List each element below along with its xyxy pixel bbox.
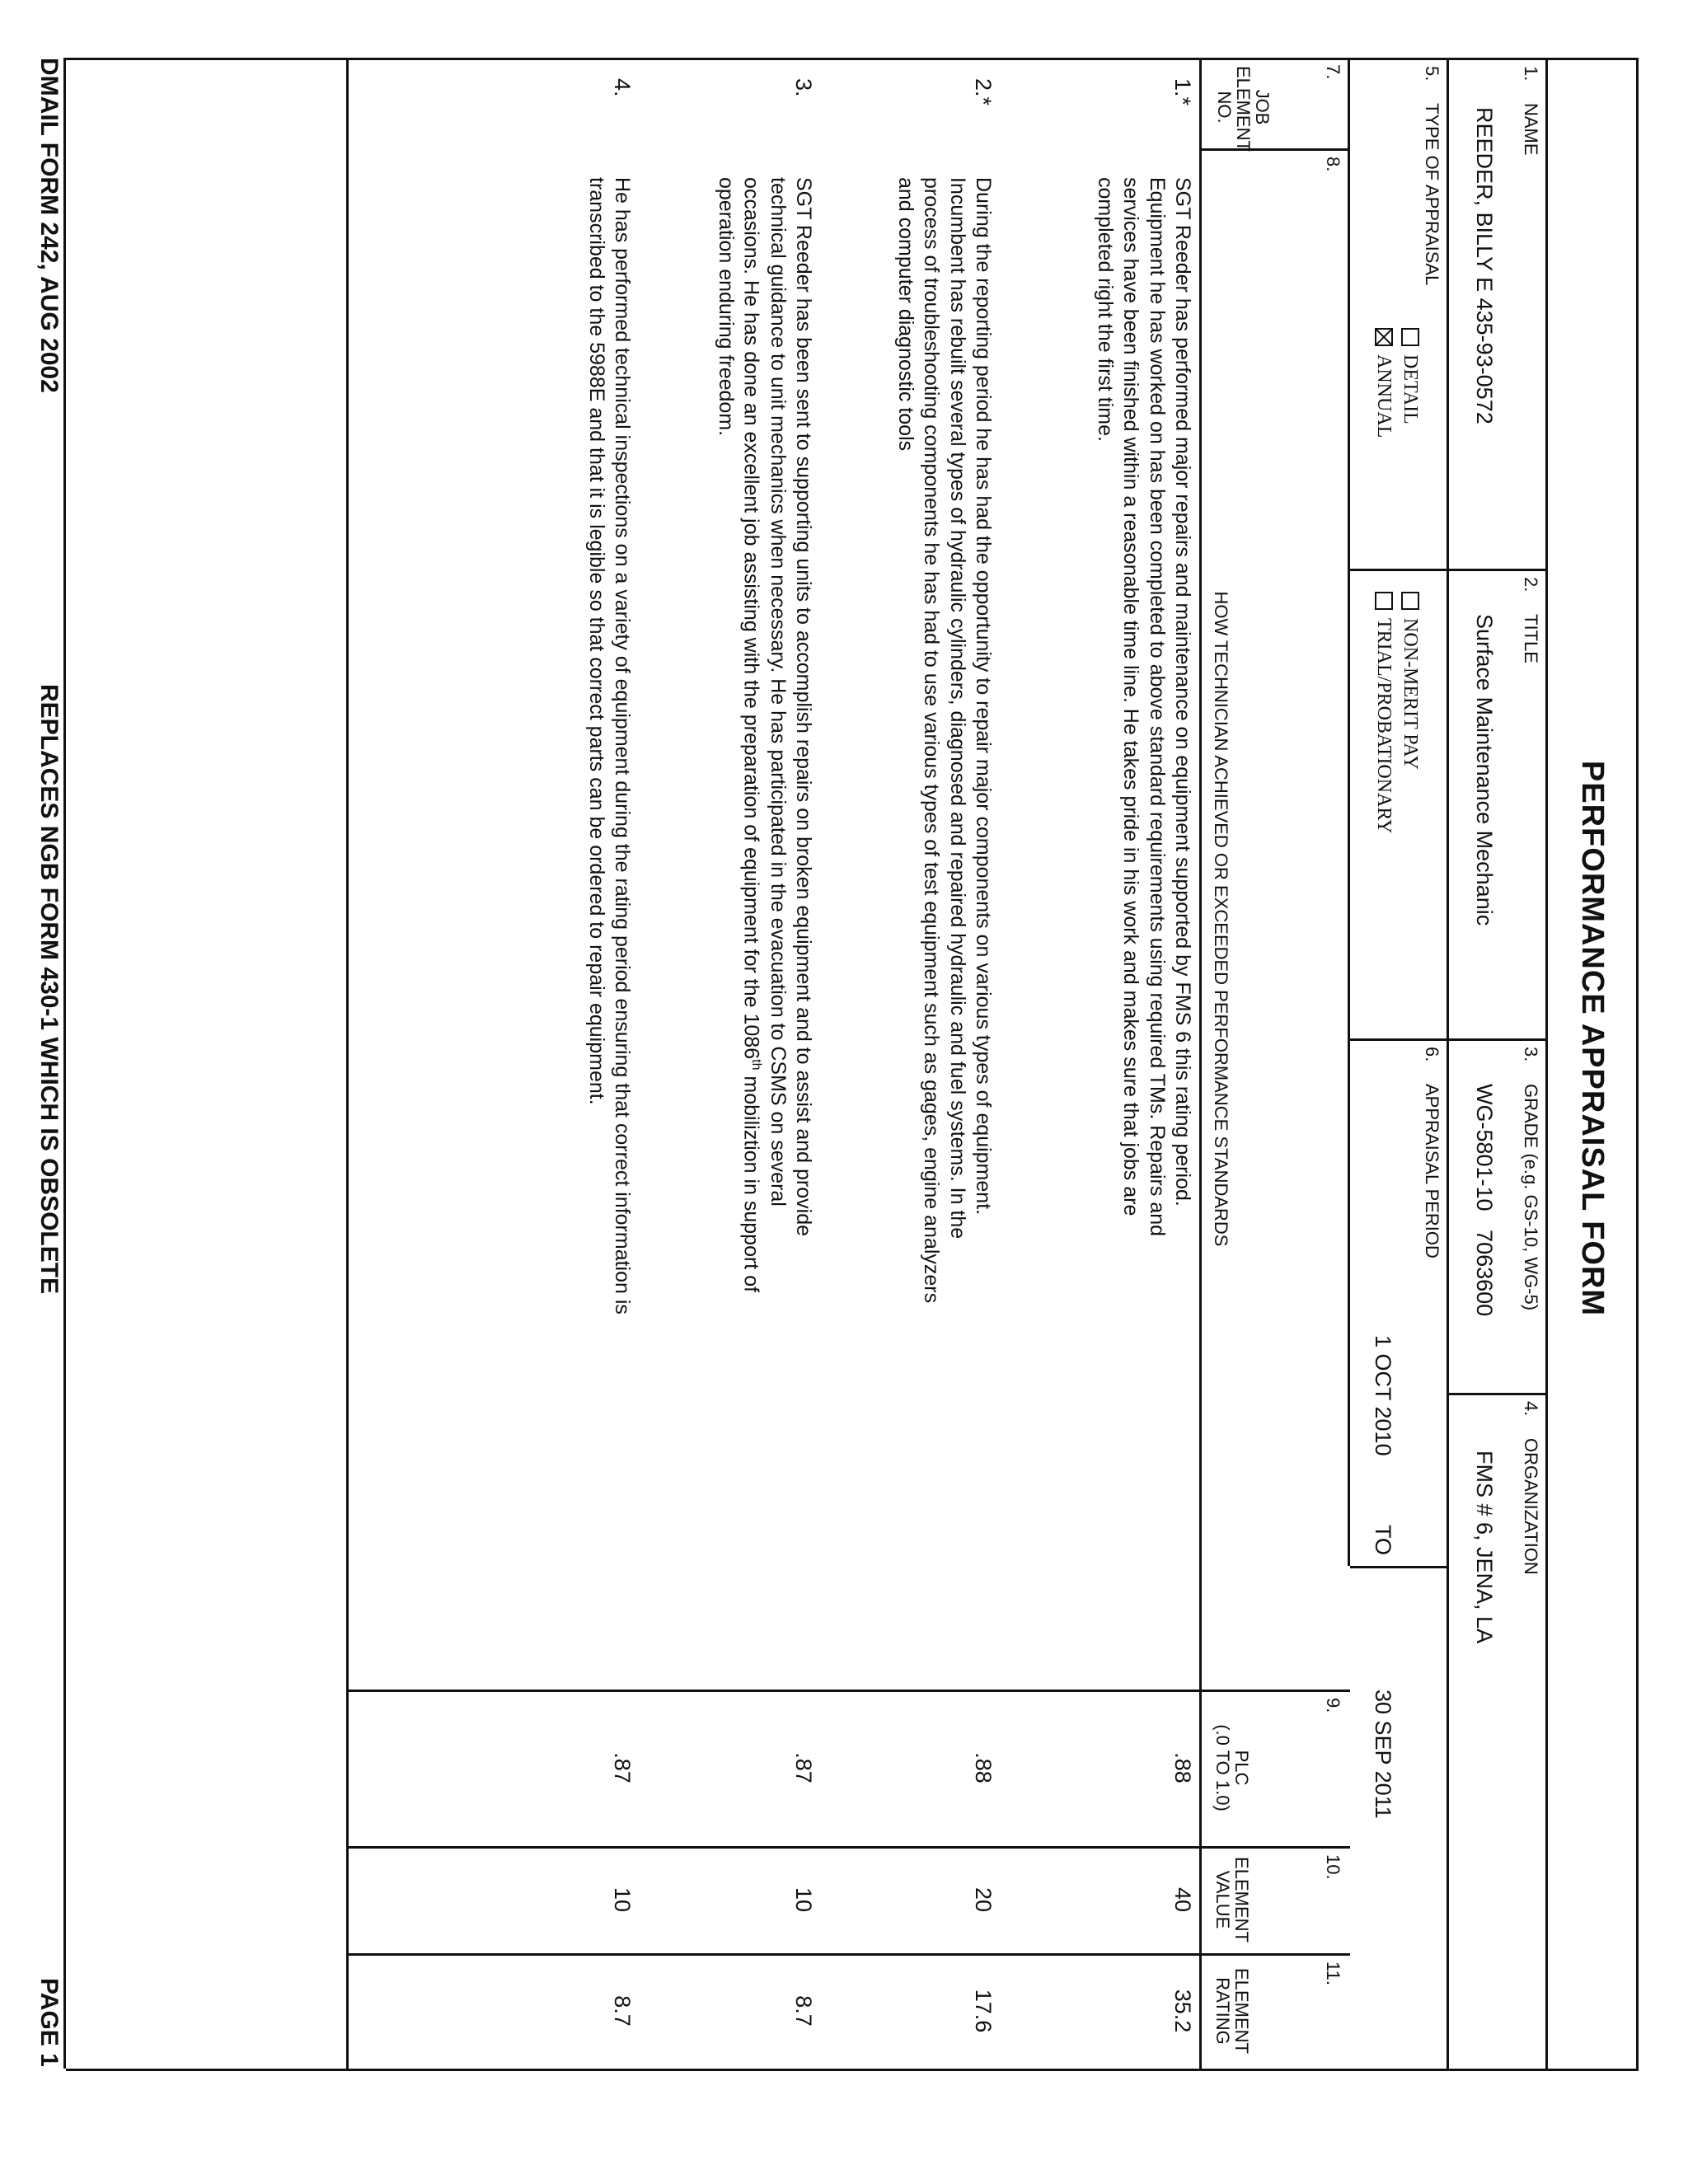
replaces-note: REPLACES NGB FORM 430-1 WHICH IS OBSOLETE: [35, 684, 63, 1295]
appraisal-type-field-number: 5.: [1422, 66, 1442, 82]
grade-label: GRADE (e.g. GS-10, WG-5): [1521, 1084, 1541, 1311]
how-header: HOW TECHNICIAN ACHIEVED OR EXCEEDED PERFORMANCE STANDARDS: [1211, 591, 1231, 1247]
job-element-number: 2.*: [971, 78, 996, 106]
description-line: transcribed to the 5988E and that it is legible so that correct parts can be ordered to repair equipment.: [584, 177, 608, 1105]
element-value: 40: [1170, 1886, 1195, 1913]
plc-value: .88: [971, 1752, 996, 1783]
element-rating: 35.2: [1170, 1989, 1195, 2033]
title-label: TITLE: [1521, 614, 1541, 663]
element-value-header: [1213, 1846, 1251, 1953]
description-line: SGT Reeder has been sent to supporting units to accomplish repairs on broken equipment and to assist and provide: [792, 177, 815, 1237]
job-element-header: [1213, 66, 1273, 152]
grade-value: WG-5801-10 7063600: [1472, 1084, 1497, 1317]
job-element-header-line: NO.: [1213, 91, 1235, 124]
element-description: [713, 177, 816, 1677]
element-rating-header: [1213, 1953, 1251, 2069]
name-field-number: 1.: [1521, 66, 1541, 82]
organization-value: FMS # 6, JENA, LA: [1472, 1451, 1497, 1644]
appraisal-period-field-number: 6.: [1422, 1047, 1442, 1062]
form-id: DMAIL FORM 242, AUG 2002: [35, 58, 63, 393]
element-description: [1092, 177, 1195, 1677]
plc-header-line: PLC: [1231, 1750, 1252, 1786]
appraisal-period-label: APPRAISAL PERIOD: [1422, 1084, 1442, 1258]
page-number: PAGE 1: [35, 1978, 63, 2067]
element-value-header-number: 10.: [1323, 1854, 1343, 1880]
plc-header-line: (.0 TO 1.0): [1212, 1724, 1233, 1811]
title-value: Surface Maintenance Mechanic: [1472, 614, 1497, 926]
element-description: [584, 177, 635, 1677]
description-line: Equipment he has worked on has been completed to above standard requirements using required TMs. Repairs and: [1145, 177, 1169, 1237]
detail-label: DETAIL: [1400, 354, 1421, 424]
description-line: completed right the first time.: [1094, 177, 1118, 442]
job-element-number: 4.: [610, 78, 635, 97]
job-element-header-number: 7.: [1323, 64, 1343, 80]
detail-checkbox[interactable]: [1401, 328, 1419, 346]
description-text: occasions. He has done an excellent job assisting with the preparation of equipment for the 1086: [740, 177, 764, 1060]
element-rating: 8.7: [791, 1995, 816, 2027]
element-value: 10: [610, 1886, 635, 1913]
trial-probationary-checkbox[interactable]: [1375, 592, 1393, 610]
non-merit-pay-label: NON-MERIT PAY: [1400, 618, 1421, 770]
title-field-number: 2.: [1521, 577, 1541, 593]
plc-header-number: 9.: [1323, 1698, 1343, 1713]
name-label: NAME: [1521, 103, 1541, 156]
element-value: 20: [971, 1886, 996, 1913]
description-line: technical guidance to unit mechanics when necessary. He has participated in the evacuation to CSMS on several: [766, 177, 790, 1207]
annual-label: ANNUAL: [1373, 354, 1395, 438]
job-element-number: 1.*: [1170, 78, 1195, 106]
job-element-number: 3.: [791, 78, 816, 97]
job-element-header-line: ELEMENT: [1232, 66, 1254, 152]
element-rating-header-line: RATING: [1212, 1977, 1233, 2045]
job-element-header-line: JOB: [1252, 89, 1273, 125]
element-rating-header-line: ELEMENT: [1231, 1968, 1252, 2054]
element-value-header-line: ELEMENT: [1231, 1857, 1252, 1943]
annual-checkbox[interactable]: [1375, 328, 1393, 346]
element-rating: 17.6: [971, 1989, 996, 2033]
plc-header: [1213, 1690, 1251, 1846]
description-line: During the reporting period he has had the opportunity to repair major components on various types of equipment.: [972, 177, 995, 1216]
how-header-number: 8.: [1323, 157, 1343, 172]
description-line: and computer diagnostic tools: [894, 177, 918, 452]
plc-value: .87: [791, 1752, 816, 1783]
appraisal-type-label: TYPE OF APPRAISAL: [1422, 103, 1442, 286]
element-rating: 8.7: [610, 1995, 635, 2027]
description-line: He has performed technical inspections on a variety of equipment during the rating period ensuring that correct information is: [611, 177, 634, 1315]
appraisal-period-to: 30 SEP 2011: [1371, 1690, 1395, 1819]
organization-field-number: 4.: [1521, 1401, 1541, 1417]
element-rating-header-number: 11.: [1323, 1961, 1343, 1985]
description-line: SGT Reeder has performed major repairs and maintenance on equipment supported by FMS 6 this rating period.: [1171, 177, 1194, 1207]
grade-field-number: 3.: [1521, 1047, 1541, 1062]
non-merit-pay-checkbox[interactable]: [1401, 592, 1419, 610]
description-line: services have been finished within a reasonable time line. He takes pride in his work and makes sure that jobs are: [1119, 177, 1143, 1216]
description-line: Incumbent has rebuilt several types of hydraulic cylinders, diagnosed and repaired hydraulic and fuel systems. In the: [945, 177, 969, 1240]
plc-value: .88: [1170, 1752, 1195, 1783]
appraisal-period-to-word: TO: [1371, 1525, 1395, 1556]
element-value-header-line: VALUE: [1212, 1870, 1233, 1929]
description-line: operation enduring freedom.: [714, 177, 738, 437]
organization-label: ORGANIZATION: [1521, 1438, 1541, 1575]
name-value: REEDER, BILLY E 435-93-0572: [1472, 107, 1497, 424]
plc-value: .87: [610, 1752, 635, 1783]
form-title: PERFORMANCE APPRAISAL FORM: [1575, 760, 1610, 1317]
element-value: 10: [791, 1886, 816, 1913]
description-line: process of troubleshooting components he has had to use various types of test equipment such as gages, engine analyzers: [920, 177, 944, 1304]
trial-probationary-label: TRIAL/PROBATIONARY: [1373, 618, 1395, 834]
element-description: [893, 177, 996, 1677]
description-line: [738, 177, 765, 1677]
description-text: mobiliztion in support of: [740, 1070, 764, 1293]
appraisal-period-from: 1 OCT 2010: [1371, 1335, 1395, 1456]
ordinal-suffix: th: [749, 1059, 764, 1071]
